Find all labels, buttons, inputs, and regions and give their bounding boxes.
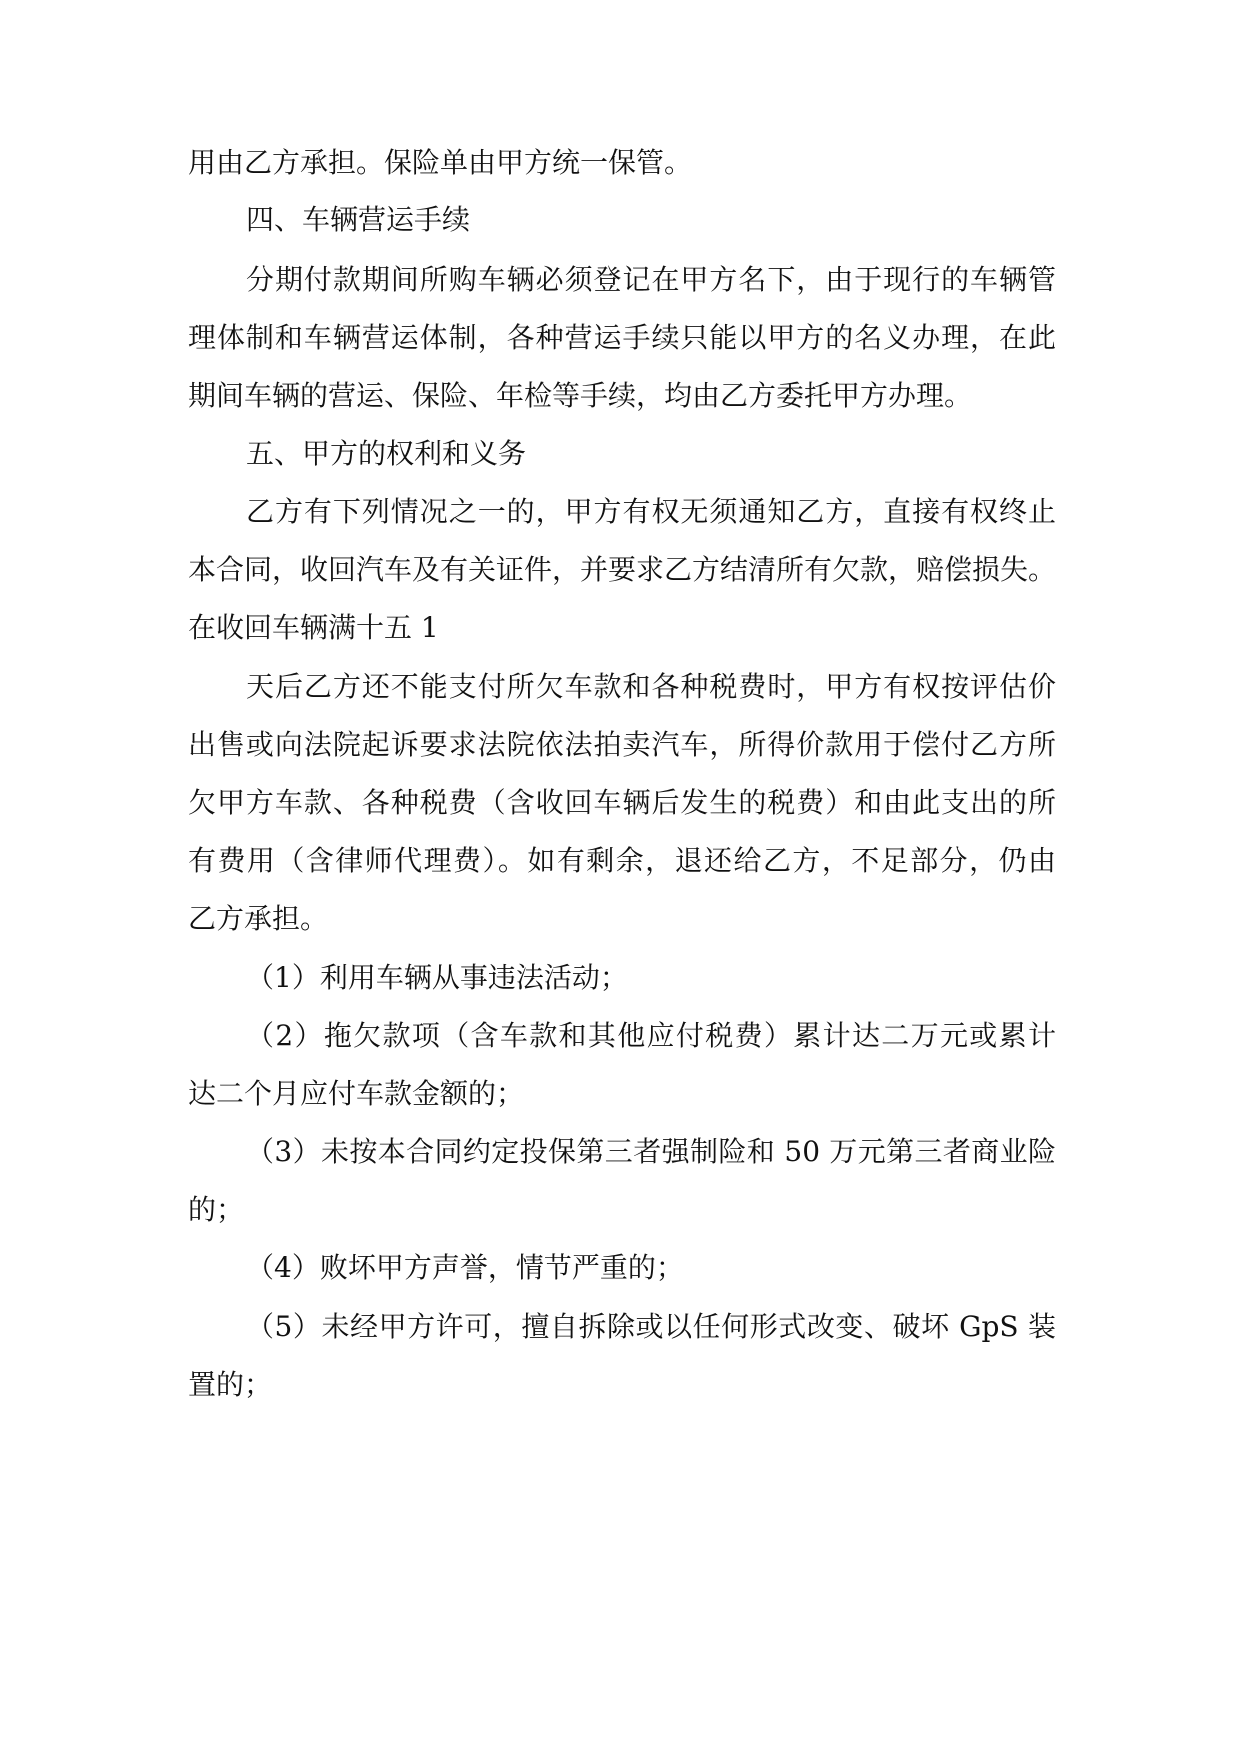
section-heading: 五、甲方的权利和义务 xyxy=(246,437,527,470)
list-item-continuation: 达二个月应付车款金额的； xyxy=(188,1077,525,1110)
list-item: （5）未经甲方许可，擅自拆除或以任何形式改变、破坏 GpS 装 xyxy=(246,1310,1056,1343)
list-item: （1）利用车辆从事违法活动； xyxy=(246,961,628,994)
list-item: （2）拖欠款项（含车款和其他应付税费）累计达二万元或累计 xyxy=(246,1019,1056,1052)
paragraph-line: 乙方有下列情况之一的，甲方有权无须通知乙方，直接有权终止 xyxy=(246,495,1056,528)
paragraph-line: 本合同，收回汽车及有关证件，并要求乙方结清所有欠款，赔偿损失。 xyxy=(188,553,1057,586)
paragraph-line: 在收回车辆满十五 1 xyxy=(188,611,439,644)
paragraph-line: 用由乙方承担。保险单由甲方统一保管。 xyxy=(188,146,693,179)
list-item: （4）败坏甲方声誉，情节严重的； xyxy=(246,1251,684,1284)
paragraph-line: 出售或向法院起诉要求法院依法拍卖汽车，所得价款用于偿付乙方所 xyxy=(188,728,1056,761)
section-heading: 四、车辆营运手续 xyxy=(246,203,471,236)
list-item-continuation: 的； xyxy=(188,1193,245,1226)
paragraph-line: 有费用（含律师代理费）。如有剩余，退还给乙方，不足部分，仍由 xyxy=(188,844,1056,877)
list-item-continuation: 置的； xyxy=(188,1368,273,1401)
paragraph-line: 期间车辆的营运、保险、年检等手续，均由乙方委托甲方办理。 xyxy=(188,379,973,412)
paragraph-line: 分期付款期间所购车辆必须登记在甲方名下，由于现行的车辆管 xyxy=(246,263,1056,296)
paragraph-line: 欠甲方车款、各种税费（含收回车辆后发生的税费）和由此支出的所 xyxy=(188,786,1056,819)
paragraph-line: 乙方承担。 xyxy=(188,902,329,935)
list-item: （3）未按本合同约定投保第三者强制险和 50 万元第三者商业险 xyxy=(246,1135,1056,1168)
paragraph-line: 天后乙方还不能支付所欠车款和各种税费时，甲方有权按评估价 xyxy=(246,670,1056,703)
paragraph-line: 理体制和车辆营运体制，各种营运手续只能以甲方的名义办理，在此 xyxy=(188,321,1056,354)
